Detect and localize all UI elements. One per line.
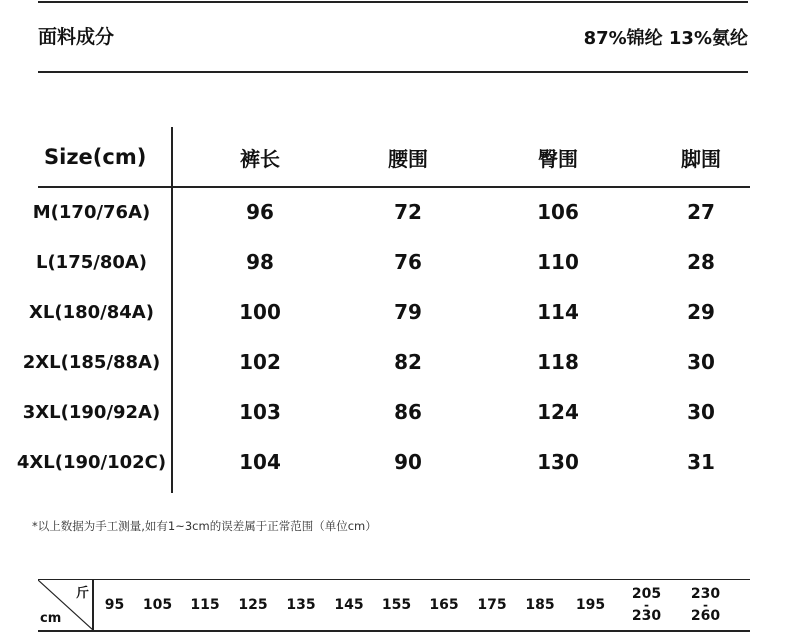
table-row bbox=[10, 237, 755, 287]
table-row bbox=[10, 437, 755, 487]
fabric-value: 87%锦纶 13%氨纶 bbox=[583, 28, 748, 49]
cell-hip: 114 bbox=[537, 300, 579, 324]
cell-leg-opening: 27 bbox=[687, 200, 715, 224]
cell-length: 103 bbox=[239, 400, 281, 424]
cell-size: 3XL(190/92A) bbox=[22, 401, 161, 423]
cell-size: 2XL(185/88A) bbox=[22, 351, 161, 373]
cell-leg-opening: 30 bbox=[687, 350, 715, 374]
weight-range-bottom: 230 bbox=[631, 608, 662, 624]
table-row bbox=[10, 387, 755, 437]
fabric-divider bbox=[38, 71, 748, 73]
cell-waist: 90 bbox=[394, 450, 422, 474]
cell-hip: 124 bbox=[537, 400, 579, 424]
corner-height-unit: cm bbox=[40, 611, 62, 626]
cell-length: 96 bbox=[246, 200, 274, 224]
header-leg-opening: 脚围 bbox=[681, 146, 721, 171]
cell-waist: 82 bbox=[394, 350, 422, 374]
cell-leg-opening: 29 bbox=[687, 300, 715, 324]
size-table-header bbox=[10, 127, 755, 187]
weight-value: 115 bbox=[190, 597, 220, 613]
cell-waist: 76 bbox=[394, 250, 422, 274]
weight-reference-table bbox=[38, 580, 750, 630]
size-table-column-rule bbox=[171, 127, 173, 493]
cell-length: 104 bbox=[239, 450, 281, 474]
weight-value: 175 bbox=[477, 597, 507, 613]
header-length: 裤长 bbox=[240, 146, 280, 171]
top-divider bbox=[38, 1, 748, 3]
weight-range-top: 230 bbox=[690, 586, 721, 602]
cell-hip: 130 bbox=[537, 450, 579, 474]
weight-range-top: 205 bbox=[631, 586, 662, 602]
table-row bbox=[10, 187, 755, 237]
weight-range-separator: - bbox=[703, 598, 708, 612]
size-table-body bbox=[10, 187, 755, 487]
cell-size: XL(180/84A) bbox=[29, 301, 154, 323]
weight-value: 125 bbox=[238, 597, 268, 613]
reference-column-rule bbox=[92, 580, 94, 630]
weight-value: 145 bbox=[334, 597, 364, 613]
cell-leg-opening: 28 bbox=[687, 250, 715, 274]
weight-value: 155 bbox=[381, 597, 412, 613]
weight-range bbox=[676, 585, 735, 625]
cell-waist: 79 bbox=[394, 300, 422, 324]
cell-size: M(170/76A) bbox=[32, 201, 151, 223]
cell-waist: 86 bbox=[394, 400, 422, 424]
reference-corner bbox=[38, 580, 93, 630]
cell-length: 100 bbox=[239, 300, 281, 324]
weight-value: 195 bbox=[575, 597, 606, 613]
header-size: Size(cm) bbox=[44, 145, 147, 169]
cell-hip: 110 bbox=[537, 250, 579, 274]
weight-value: 135 bbox=[286, 597, 316, 613]
cell-waist: 72 bbox=[394, 200, 422, 224]
weight-value: 185 bbox=[525, 597, 555, 613]
weight-values bbox=[95, 580, 750, 630]
cell-hip: 118 bbox=[537, 350, 579, 374]
header-waist: 腰围 bbox=[388, 146, 428, 171]
size-table bbox=[10, 127, 755, 487]
reference-bottom-rule bbox=[38, 630, 750, 632]
cell-length: 98 bbox=[246, 250, 274, 274]
header-hip: 臀围 bbox=[538, 146, 578, 171]
measurement-note: *以上数据为手工测量,如有1~3cm的误差属于正常范围（单位cm） bbox=[32, 519, 377, 533]
corner-weight-unit: 斤 bbox=[76, 586, 90, 601]
cell-size: 4XL(190/102C) bbox=[16, 451, 167, 473]
size-table-header-rule bbox=[38, 186, 750, 188]
cell-leg-opening: 30 bbox=[687, 400, 715, 424]
weight-range-separator: - bbox=[644, 598, 649, 612]
cell-size: L(175/80A) bbox=[35, 251, 148, 273]
table-row bbox=[10, 287, 755, 337]
weight-value: 105 bbox=[142, 597, 173, 613]
weight-value: 95 bbox=[104, 597, 125, 613]
table-row bbox=[10, 337, 755, 387]
cell-length: 102 bbox=[239, 350, 281, 374]
weight-value: 165 bbox=[429, 597, 459, 613]
fabric-label: 面料成分 bbox=[38, 26, 115, 48]
weight-range bbox=[617, 585, 676, 625]
cell-hip: 106 bbox=[537, 200, 579, 224]
cell-leg-opening: 31 bbox=[687, 450, 715, 474]
weight-range-bottom: 260 bbox=[690, 608, 721, 624]
